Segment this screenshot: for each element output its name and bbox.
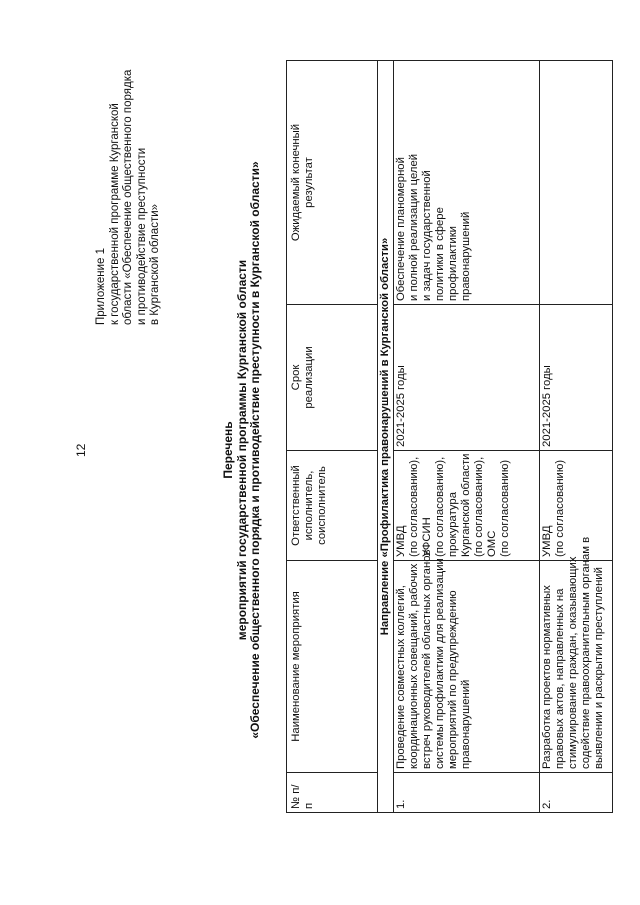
cell-line: и задач государственной [421,170,433,301]
cell-line: Разработка проектов нормативных [541,585,553,769]
cell-line: выявлении и раскрытии преступлений [593,567,605,769]
cell-line: № п/ [290,784,302,809]
cell-line: реализации [303,346,315,409]
section-row [378,61,394,813]
cell-line: 2021-2025 годы [541,365,553,447]
annex-line: Приложение 1 [95,247,107,325]
cell-line: профилактики [447,226,459,301]
cell-line: мероприятий по предупреждению [447,590,459,769]
cell-line: Курганской области [460,453,472,557]
title-line: Перечень [221,421,235,479]
cell-line: прокуратура [447,492,459,557]
cell-num: 1. [394,773,540,813]
cell-line: результат [303,157,315,208]
cell-name [394,549,540,773]
table-row [540,61,613,813]
cell-line: исполнитель, [303,470,315,541]
cell-line: Проведение совместных коллегий, [395,585,407,769]
cell-line: системы профилактики для реализации [434,558,446,769]
cell-line: политики в сфере [434,207,446,301]
header-term [287,305,378,451]
cell-result [394,61,540,305]
title-line: «Обеспечение общественного порядка и противодействие преступности в Курганской области» [248,161,262,739]
cell-line: соисполнитель [316,466,328,545]
cell-line: УФСИН [421,517,433,557]
header-result [287,61,378,305]
cell-num: 2. [540,773,613,813]
document-title [222,65,263,835]
cell-executor [540,451,613,561]
header-num [287,773,378,813]
page-number: 12 [74,443,88,457]
cell-line: (по согласованию) [554,459,566,557]
cell-line: (по согласованию), [473,456,485,557]
annex-block [95,25,163,325]
cell-line: встреч руководителей областных органов [421,549,433,769]
cell-line: (по согласованию), [434,456,446,557]
cell-line: Наименование мероприятия [290,591,302,742]
cell-line: УМВД [541,525,553,557]
cell-line: Ожидаемый конечный [290,123,302,242]
section-title: Направление «Профилактика правонарушений в Курганской области» [378,61,394,813]
cell-line: (по согласованию), [408,456,420,557]
cell-line: ОМС [486,530,498,557]
cell-term [540,305,613,451]
annex-line: области «Обеспечение общественного порядка [122,69,134,325]
cell-line: (по согласованию) [499,459,511,557]
header-executor [287,451,378,561]
cell-line: 2021-2025 годы [395,365,407,447]
cell-executor [394,451,540,561]
header-name [287,561,378,773]
cell-result [540,61,613,305]
cell-line: правовых актов, направленных на [554,588,566,769]
annex-line: и противодействие преступности [135,147,148,325]
cell-line: УМВД [395,525,407,557]
cell-line: Срок [290,364,302,391]
table-row [394,61,540,813]
cell-line: стимулирование граждан, оказывающих [567,556,579,769]
cell-line: Ответственный [290,465,302,546]
annex-line: к государственной программе Курганской [108,103,121,325]
cell-line: содействие правоохранительным органам в [580,536,592,769]
cell-term [394,305,540,451]
cell-line: правонарушений [460,211,472,301]
table-header-row [287,61,378,813]
cell-line: и полной реализации целей [408,153,420,301]
measures-table [286,60,613,813]
cell-line: Обеспечение планомерной [395,157,407,301]
cell-line: п [303,802,315,809]
cell-line: правонарушений [460,679,472,769]
cell-line: координационных совещаний, рабочих [408,563,420,769]
title-line: мероприятий государственной программы Курганской области [234,259,249,641]
annex-line: в Курганской области» [149,203,161,325]
